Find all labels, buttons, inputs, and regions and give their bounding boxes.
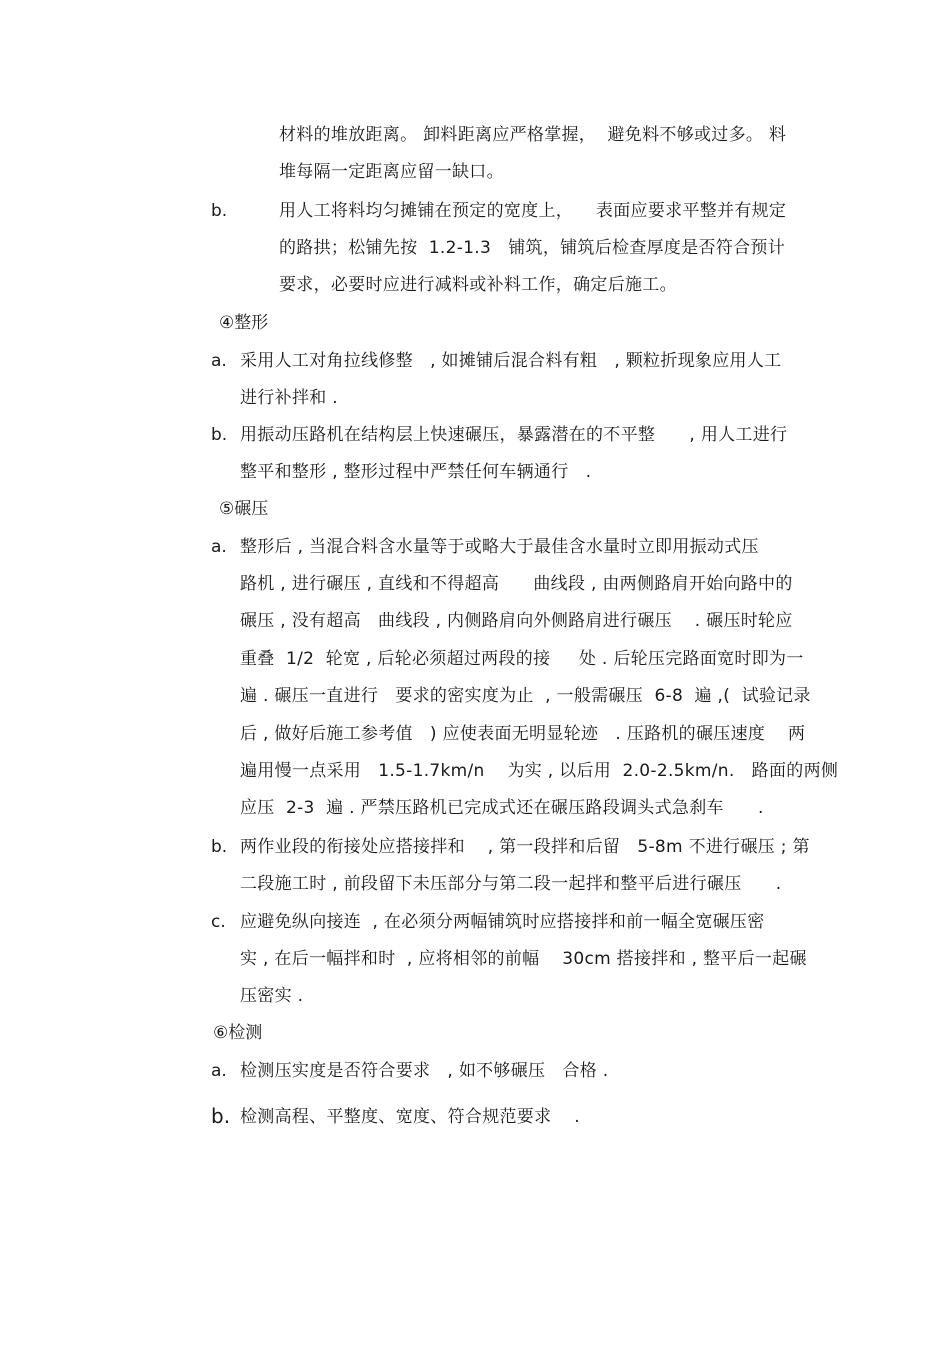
section-heading: ⑤碾压 — [219, 499, 269, 519]
paragraph-line: 遍用慢一点采用 1.5-1.7km/n 为实 , 以后用 2.0-2.5km/n. 路面的两侧 — [240, 761, 839, 781]
paragraph-line: 整形后 , 当混合料含水量等于或略大于最佳含水量时立即用振动式压 — [240, 537, 759, 557]
list-marker: c. — [211, 912, 226, 932]
paragraph-line: 要求，必要时应进行减料或补料工作，确定后施工。 — [279, 275, 677, 295]
paragraph-line: 碾压 , 没有超高 曲线段 , 内侧路肩向外侧路肩进行碾压 . 碾压时轮应 — [240, 611, 793, 631]
paragraph-line: 应压 2-3 遍 . 严禁压路机已完成式还在碾压路段调头式急刹车 . — [240, 798, 764, 818]
list-marker: b. — [211, 837, 228, 857]
paragraph-line: 用人工将料均匀摊铺在预定的宽度上， 表面应要求平整并有规定 — [279, 201, 787, 221]
paragraph-line: 遍 . 碾压一直进行 要求的密实度为止 , 一般需碾压 6-8 遍 ,( 试验记录 — [240, 686, 811, 706]
paragraph-line: 路机 , 进行碾压 , 直线和不得超高 曲线段 , 由两侧路肩开始向路中的 — [240, 574, 793, 594]
list-marker: b. — [211, 1104, 231, 1128]
paragraph-line: 整平和整形 , 整形过程中严禁任何车辆通行 . — [240, 462, 592, 482]
section-heading: ④整形 — [219, 313, 269, 333]
paragraph-line: 二段施工时 , 前段留下未压部分与第二段一起拌和整平后进行碾压 . — [240, 874, 782, 894]
paragraph-line: 的路拱；松铺先按 1.2-1.3 铺筑，铺筑后检查厚度是否符合预计 — [279, 238, 786, 258]
list-marker: a. — [211, 351, 227, 371]
paragraph-line: 用振动压路机在结构层上快速碾压，暴露潜在的不平整 , 用人工进行 — [240, 425, 788, 445]
paragraph-line: 压密实 . — [240, 986, 304, 1006]
paragraph-line: 材料的堆放距离。 卸料距离应严格掌握， 避免料不够或过多。 料 — [279, 125, 787, 145]
paragraph-line: 应避免纵向接连 , 在必须分两幅铺筑时应搭接拌和前一幅全宽碾压密 — [240, 912, 765, 932]
paragraph-line: 采用人工对角拉线修整 , 如摊铺后混合料有粗 , 颗粒折现象应用人工 — [240, 351, 782, 371]
section-heading: ⑥检测 — [213, 1023, 263, 1043]
paragraph-line: 检测压实度是否符合要求 , 如不够碾压 合格 . — [240, 1061, 609, 1081]
paragraph-line: 重叠 1/2 轮宽 , 后轮必须超过两段的接 处 . 后轮压完路面宽时即为一 — [240, 649, 804, 669]
list-marker: b. — [211, 201, 228, 221]
list-marker: b. — [211, 425, 228, 445]
paragraph-line: 进行补拌和 . — [240, 388, 338, 408]
paragraph-line: 实 , 在后一幅拌和时 , 应将相邻的前幅 30cm 搭接拌和 , 整平后一起碾 — [240, 949, 807, 969]
list-marker: a. — [211, 1061, 227, 1081]
paragraph-line: 检测高程、平整度、宽度、符合规范要求 . — [240, 1107, 580, 1127]
list-marker: a. — [211, 537, 227, 557]
paragraph-line: 后 , 做好后施工参考值 ) 应使表面无明显轮迹 . 压路机的碾压速度 两 — [240, 724, 806, 744]
paragraph-line: 两作业段的衔接处应搭接拌和 , 第一段拌和后留 5-8m 不进行碾压 ; 第 — [240, 837, 810, 857]
paragraph-line: 堆每隔一定距离应留一缺口。 — [279, 162, 504, 182]
